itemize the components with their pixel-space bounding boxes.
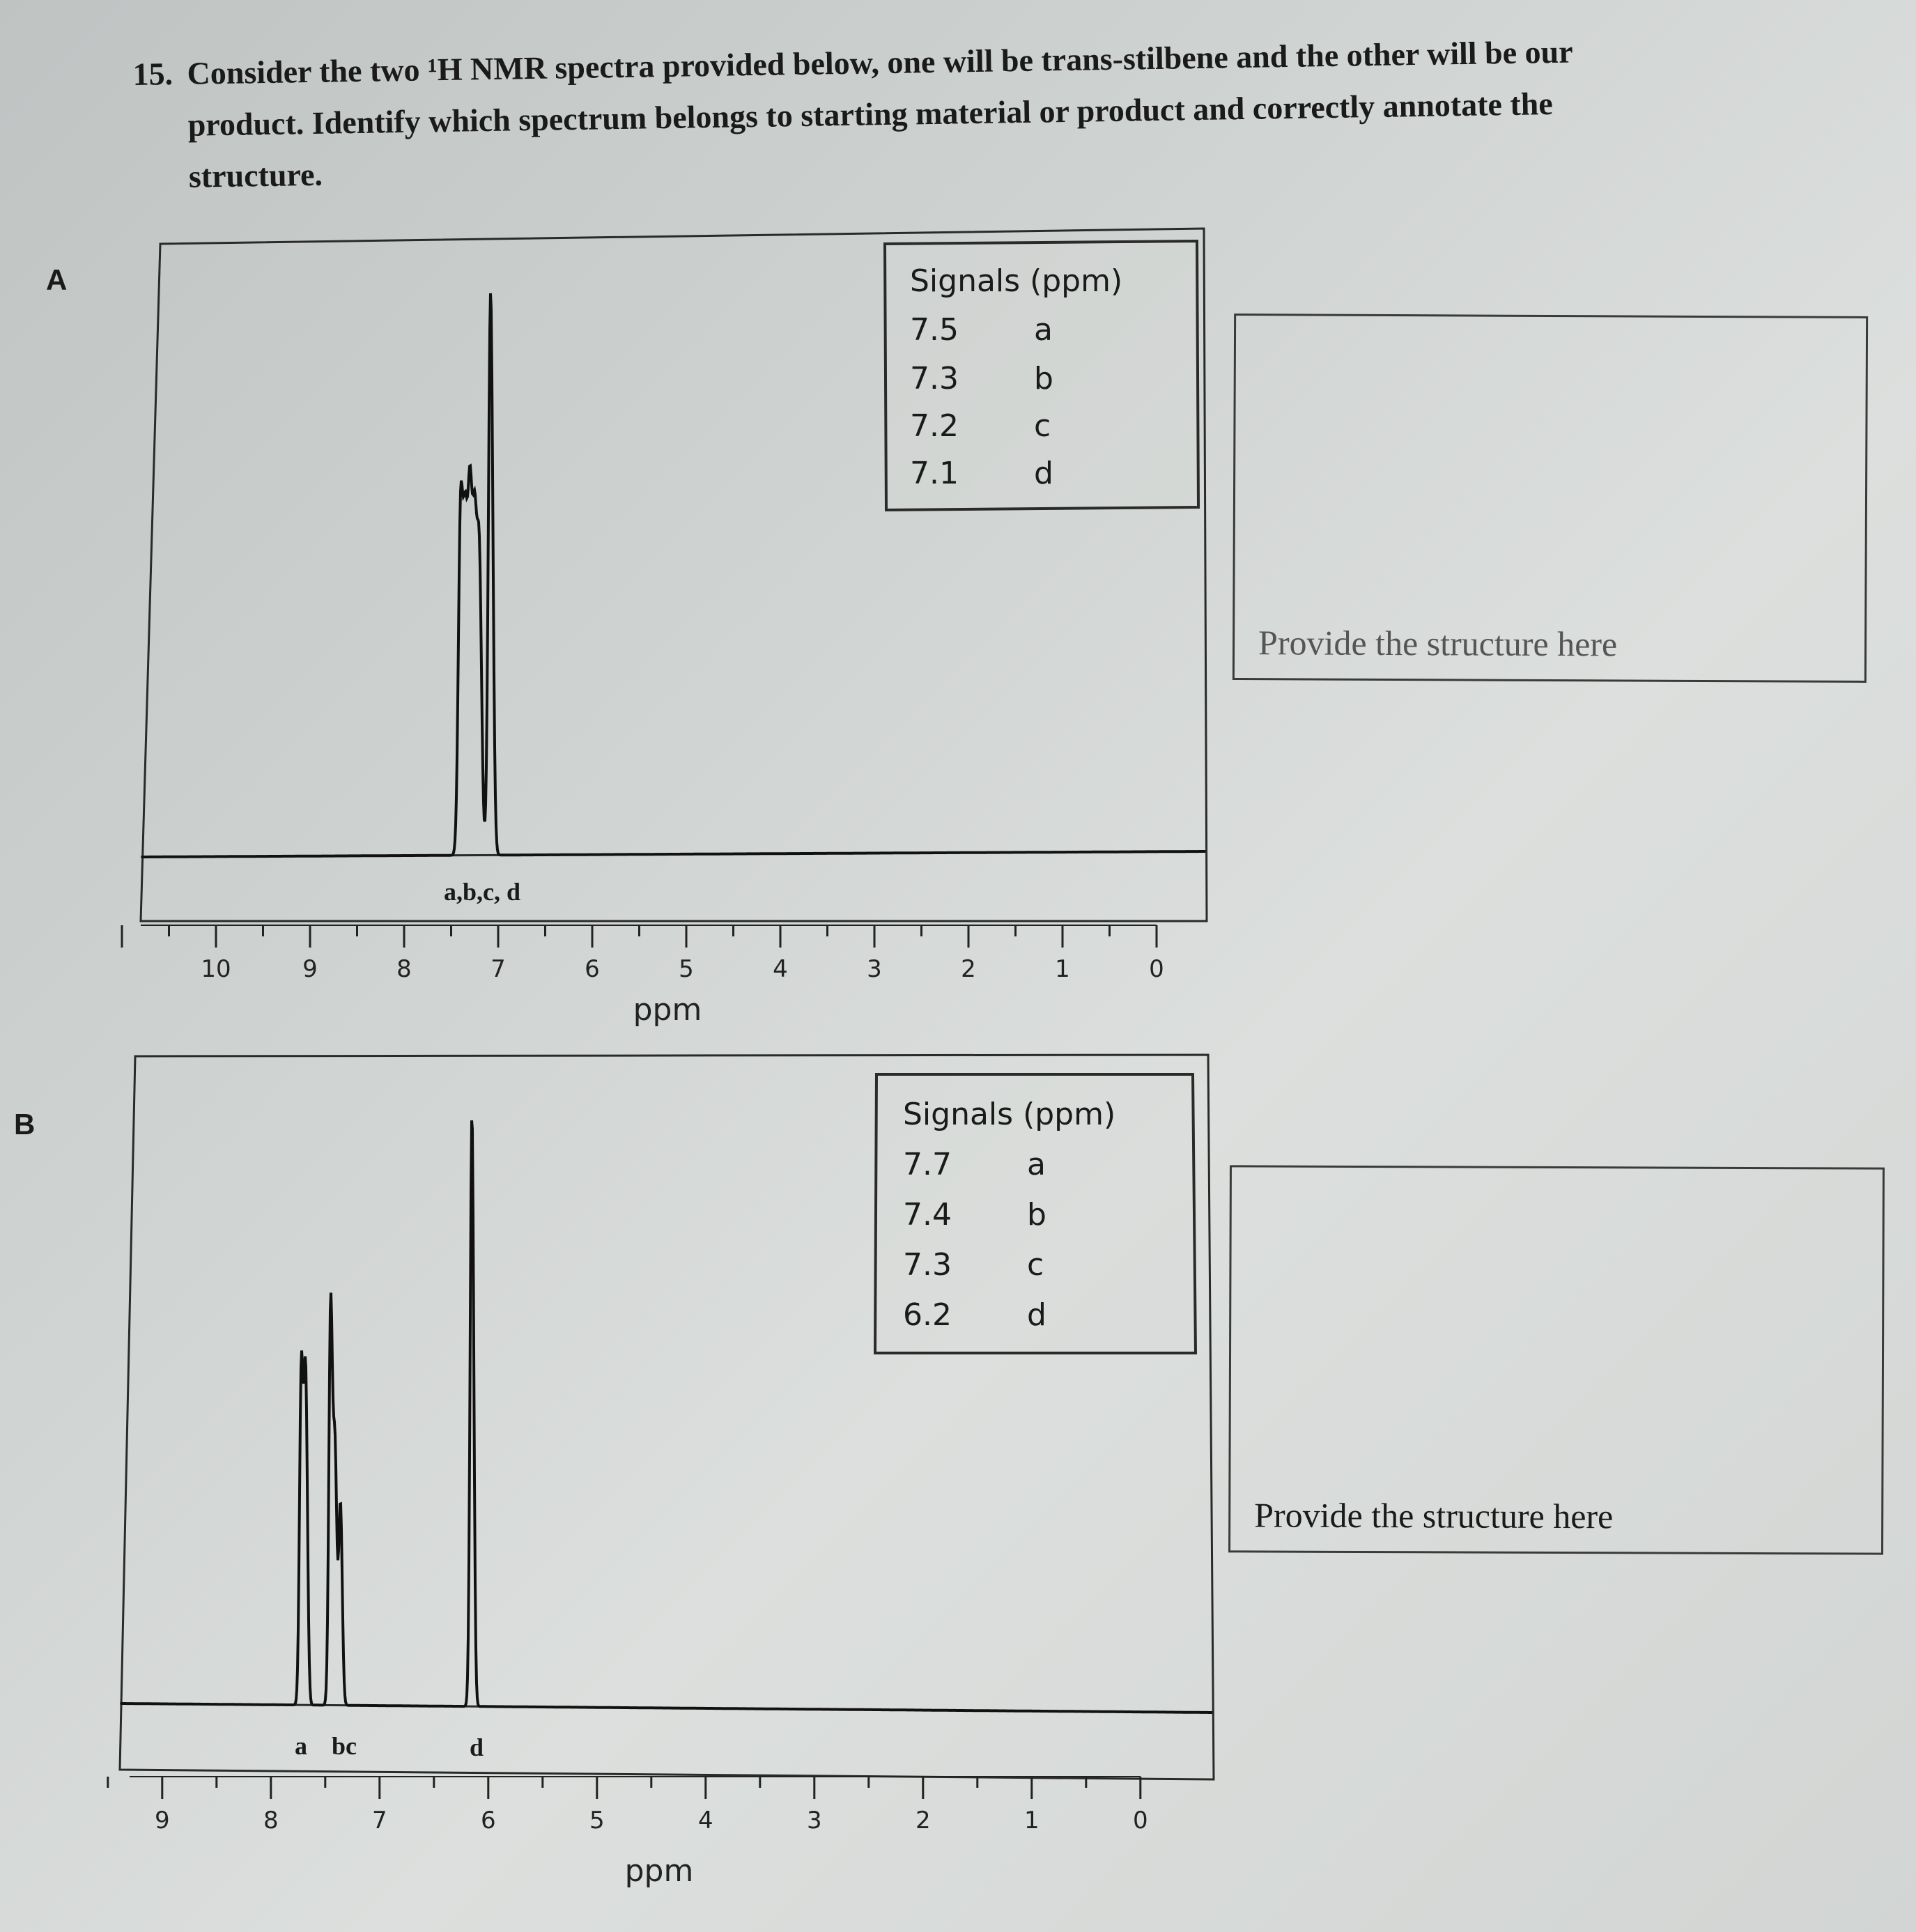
signal-letter: a <box>1027 1147 1046 1182</box>
signal-letter: b <box>1027 1197 1046 1232</box>
question-line-1: Consider the two ¹H NMR spectra provided below, one will be trans-stilbene and the other will be our <box>187 33 1573 91</box>
signal-shift: 7.3 <box>903 1247 952 1283</box>
axis-tick-label: 7 <box>371 1807 387 1834</box>
question-number: 15. <box>132 56 173 92</box>
spectrum-a-xlabel: ppm <box>633 992 702 1028</box>
signal-shift: 6.2 <box>903 1297 952 1333</box>
axis-tick-label: 4 <box>773 955 788 983</box>
signal-letter: d <box>1034 456 1053 491</box>
signal-letter: b <box>1034 361 1053 396</box>
question-line-2: product. Identify which spectrum belongs to starting material or product and correctly annotate the <box>187 85 1554 143</box>
spectrum-b-peak-label-a: a <box>295 1732 307 1760</box>
spectrum-a-peak-label: a,b,c, d <box>443 878 521 906</box>
axis-tick-label: 0 <box>1132 1807 1148 1834</box>
structure-answer-box-a[interactable] <box>1233 314 1868 683</box>
axis-tick-label: 3 <box>806 1807 822 1834</box>
axis-tick-label: 1 <box>1055 955 1070 983</box>
axis-tick-label: 4 <box>697 1807 713 1834</box>
signal-letter: d <box>1027 1297 1046 1333</box>
axis-tick-label: 2 <box>961 955 976 983</box>
axis-tick-label: 7 <box>490 955 506 983</box>
axis-tick-label: 1 <box>1023 1807 1040 1834</box>
signal-shift: 7.2 <box>910 408 959 444</box>
signal-shift: 7.4 <box>903 1197 952 1232</box>
axis-tick-label: 0 <box>1149 955 1164 983</box>
axis-tick-label: 6 <box>585 955 600 983</box>
axis-tick-label: 8 <box>396 955 412 983</box>
signals-title: Signals (ppm) <box>910 263 1123 299</box>
spectrum-b-axis <box>108 1777 1148 1834</box>
signals-title: Signals (ppm) <box>903 1097 1116 1132</box>
signal-shift: 7.1 <box>910 456 959 491</box>
spectrum-a-label: A <box>46 263 68 296</box>
spectrum-a-signals-table <box>885 241 1198 510</box>
axis-tick-label: 8 <box>263 1807 279 1834</box>
spectrum-b-xlabel: ppm <box>624 1853 694 1889</box>
signal-letter: c <box>1027 1247 1044 1283</box>
axis-tick-label: 5 <box>679 955 694 983</box>
axis-tick-label: 6 <box>480 1807 496 1834</box>
spectrum-b-label: B <box>14 1108 36 1141</box>
axis-tick-label: 9 <box>154 1807 170 1834</box>
question-line-3: structure. <box>188 156 323 194</box>
axis-tick-label: 2 <box>915 1807 931 1834</box>
signal-letter: c <box>1034 408 1051 444</box>
axis-tick-label: 5 <box>589 1807 605 1834</box>
axis-tick-label: 9 <box>302 955 318 983</box>
axis-tick-label: 3 <box>867 955 882 983</box>
spectrum-b-peak-label-bc: bc <box>332 1732 357 1760</box>
signal-shift: 7.5 <box>910 312 959 348</box>
spectrum-b-peak-label-d: d <box>469 1733 484 1761</box>
signal-shift: 7.3 <box>910 361 959 396</box>
structure-hint-a: Provide the structure here <box>1258 623 1618 664</box>
structure-hint-b: Provide the structure here <box>1254 1495 1614 1536</box>
structure-answer-box-b[interactable] <box>1228 1165 1885 1554</box>
spectrum-a-axis <box>122 925 1164 983</box>
signal-shift: 7.7 <box>903 1147 952 1182</box>
axis-tick-label: 10 <box>201 955 231 983</box>
spectrum-b-signals-table <box>875 1074 1196 1353</box>
signal-letter: a <box>1034 312 1053 348</box>
